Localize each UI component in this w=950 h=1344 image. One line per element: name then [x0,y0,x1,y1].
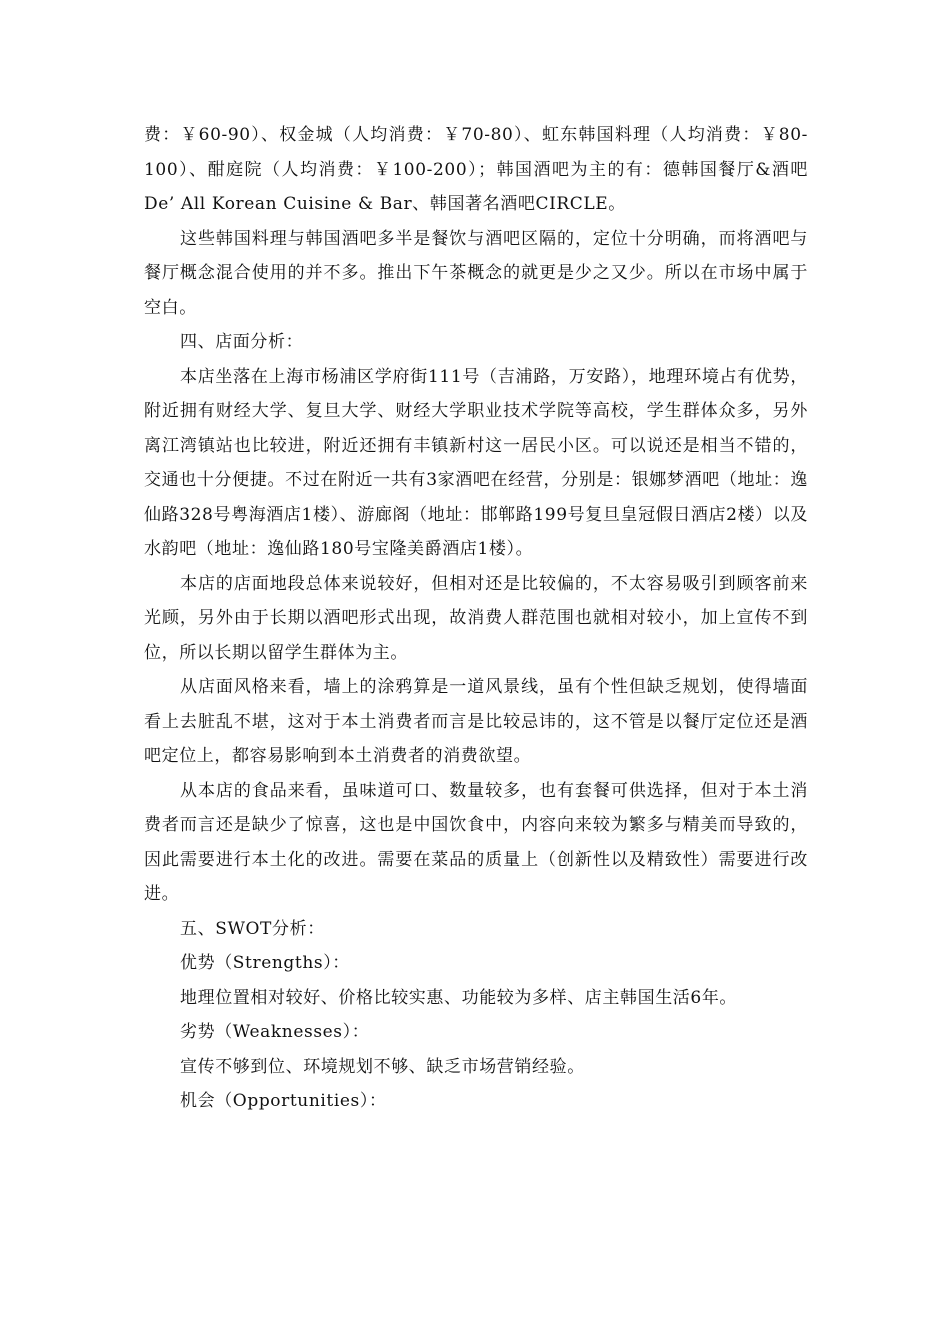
heading-store-analysis: 四、店面分析： [180,332,304,352]
paragraph-location: 本店坐落在上海市杨浦区学府街111号（吉浦路，万安路），地理环境占有优势，附近拥有财经大学、复旦大学、财经大学职业技术学院等高校，学生群体众多，另外离江湾镇站也比较进，附近还拥有丰镇新村这一居民小区。可以说还是相当不错的，交通也十分便捷。不过在附近一共有3家酒吧在经营，分别是：银娜梦酒吧（地址：逸仙路328号粤海酒店1楼）、游廊阁（地址：邯郸路199号复旦皇冠假日酒店2楼）以及水韵吧（地址：逸仙路180号宝隆美爵酒店1楼）。 [144,366,808,559]
text-weaknesses: 宣传不够到位、环境规划不够、缺乏市场营销经验。 [180,1056,585,1077]
paragraph-competitors-list: 费：￥60-90）、权金城（人均消费：￥70-80）、虹东韩国料理（人均消费：￥80-100）、酣庭院（人均消费：￥100-200）；韩国酒吧为主的有：德韩国餐厅&酒吧De’ All Korean Cuisine & Bar、韩国著名酒吧CIRCLE。 [144,125,808,214]
label-opportunities: 机会（Opportunities）： [180,1091,387,1111]
paragraph-market-gap: 这些韩国料理与韩国酒吧多半是餐饮与酒吧区隔的，定位十分明确，而将酒吧与餐厅概念混合使用的并不多。推出下午茶概念的就更是少之又少。所以在市场中属于空白。 [144,228,808,318]
paragraph-food: 从本店的食品来看，虽味道可口、数量较多，也有套餐可供选择，但对于本土消费者而言还是缺少了惊喜，这也是中国饮食中，内容向来较为繁多与精美而导致的，因此需要进行本土化的改进。需要在菜品的质量上（创新性以及精致性）需要进行改进。 [144,780,808,904]
paragraph-location-assessment: 本店的店面地段总体来说较好，但相对还是比较偏的，不太容易吸引到顾客前来光顾，另外由于长期以酒吧形式出现，故消费人群范围也就相对较小，加上宣传不到位，所以长期以留学生群体为主。 [144,573,808,663]
label-strengths: 优势（Strengths）： [180,953,350,973]
label-weaknesses: 劣势（Weaknesses）： [180,1022,370,1042]
paragraph-store-style: 从店面风格来看，墙上的涂鸦算是一道风景线，虽有个性但缺乏规划，使得墙面看上去脏乱不堪，这对于本土消费者而言是比较忌讳的，这不管是以餐厅定位还是酒吧定位上，都容易影响到本土消费者的消费欲望。 [144,677,808,766]
heading-swot-analysis: 五、SWOT分析： [180,918,325,939]
text-strengths: 地理位置相对较好、价格比较实惠、功能较为多样、店主韩国生活6年。 [180,987,738,1008]
document-body [144,118,808,1119]
